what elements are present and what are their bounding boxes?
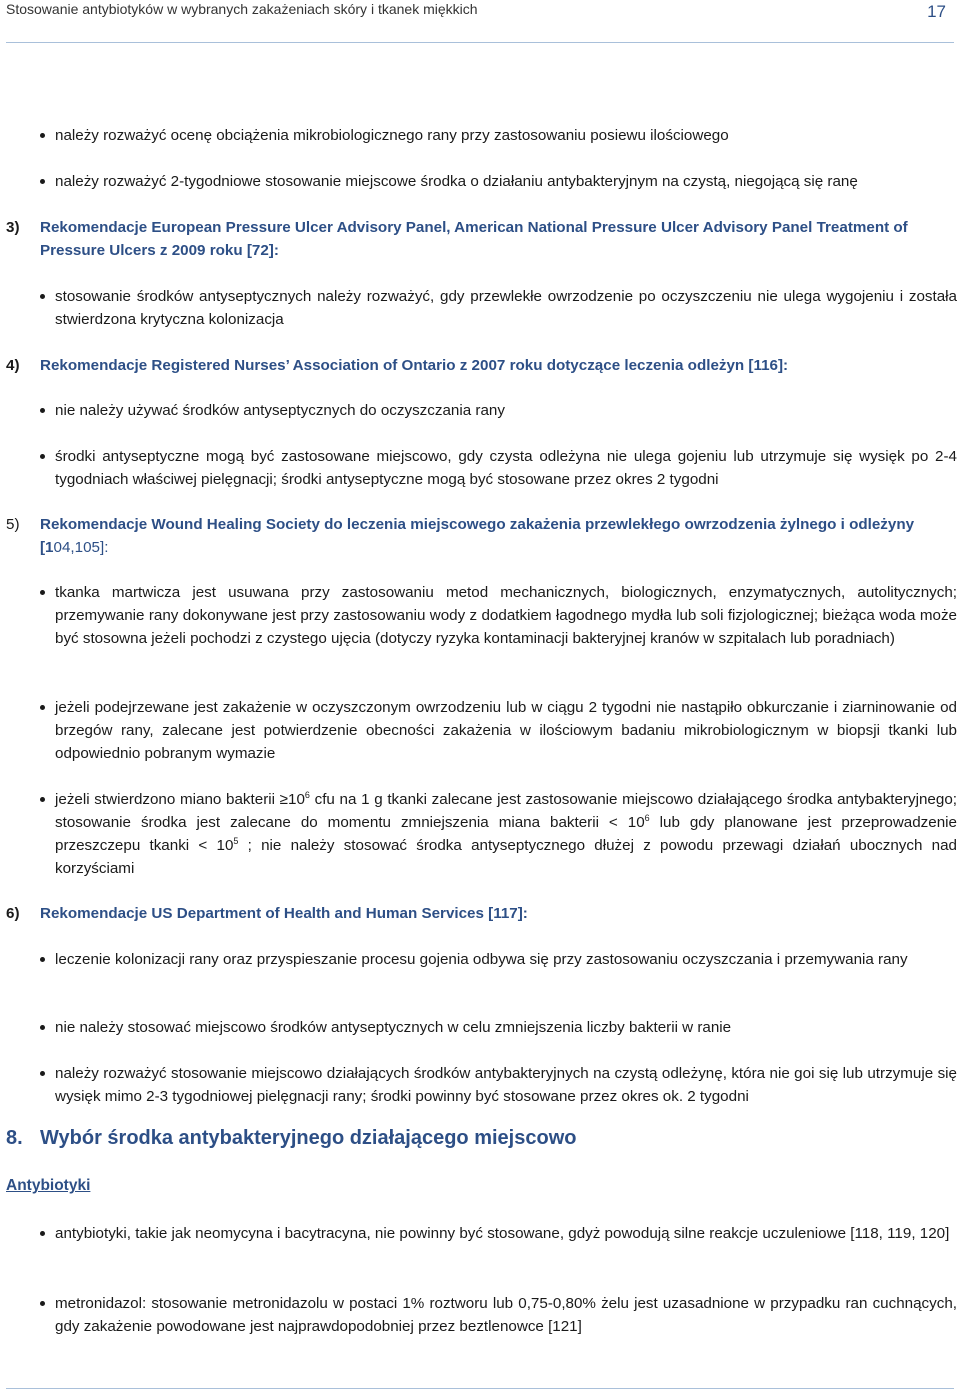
section-number: 4) xyxy=(6,357,20,374)
list-item: leczenie kolonizacji rany oraz przyspieszanie procesu gojenia odbywa się przy zastosowaniu oczyszczania i przemywania rany xyxy=(55,948,957,971)
footer-divider xyxy=(6,1388,954,1389)
running-title: Stosowanie antybiotyków w wybranych zakażeniach skóry i tkanek miękkich xyxy=(6,1,478,17)
reference-normal: 04,105]: xyxy=(53,539,109,556)
list-item: należy rozważyć stosowanie miejscowo działających środków antybakteryjnych na czystą odleżynę, która nie goi się lub utrzymuje się wysięk mimo 2-3 tygodniowej pielęgnacji rany; środki powinny być stosowane przez okres ok. 2 tygodni xyxy=(55,1062,957,1108)
list-item: jeżeli podejrzewane jest zakażenie w oczyszczonym owrzodzeniu lub w ciągu 2 tygodni nie nastąpiło obkurczanie i ziarninowanie od brzegów rany, zalecane jest potwierdzenie obecności zakażenia w ilościowym badaniu mikrobiologicznym w biopsji tkanki lub odpowiednio pobranym wymazie xyxy=(55,696,957,765)
page-number: 17 xyxy=(927,2,946,21)
section-heading-text: Rekomendacje Registered Nurses’ Association of Ontario z 2007 roku dotyczące leczenia odleżyn [116]: xyxy=(40,357,789,374)
subheading-antybiotyki: Antybiotyki xyxy=(6,1177,91,1194)
superscript: 5 xyxy=(233,835,239,846)
section-heading-5 xyxy=(6,513,956,559)
list-item: środki antyseptyczne mogą być zastosowane miejscowo, gdy czysta odleżyna nie ulega gojeniu lub utrzymuje się wysięk po 2-4 tygodniach właściwej pielęgnacji; środki antyseptyczne mogą być stosowane przez okres 2 tygodni xyxy=(55,445,957,491)
list-item: należy rozważyć ocenę obciążenia mikrobiologicznego rany przy zastosowaniu posiewu ilościowego xyxy=(55,124,957,147)
section-heading-text: Rekomendacje US Department of Health and Human Services [117]: xyxy=(40,905,528,922)
section-number: 5) xyxy=(6,516,20,533)
text-fragment: cfu na 1 g tkanki zalecane jest zastosowanie miejscowo działającego środka antybakteryjnego; stosowanie środka jest zalecane do momentu zmniejszenia miana bakterii < 10 xyxy=(55,791,957,831)
section-heading-text: Rekomendacje European Pressure Ulcer Advisory Panel, American National Pressure Ulcer Advisory Panel Treatment of xyxy=(40,219,908,236)
text-fragment: lub gdy planowane jest przeprowadzenie przeszczepu tkanki < 10 xyxy=(55,814,957,854)
list-item: należy rozważyć 2-tygodniowe stosowanie miejscowe środka o działaniu antybakteryjnym na czystą, niegojącą się ranę xyxy=(55,170,957,193)
section-number: 3) xyxy=(6,219,20,236)
list-item: nie należy stosować miejscowo środków antyseptycznych w celu zmniejszenia liczby bakterii w ranie xyxy=(55,1016,957,1039)
list-item: tkanka martwicza jest usuwana przy zastosowaniu metod mechanicznych, biologicznych, enzymatycznych, autolitycznych; przemywanie rany dokonywane jest przy zastosowaniu wody z dodatkiem łagodnego mydła lub soli fizjologicznej; bieżąca woda może być stosowna jeżeli pochodzi z czystego ujęcia (dotyczy ryzyka kontaminacji bakteryjnej kranów w szpitalach lub poradniach) xyxy=(55,581,957,650)
section-number: 6) xyxy=(6,905,20,922)
page-header xyxy=(6,0,954,43)
section-heading-8 xyxy=(6,1127,576,1150)
section-heading-4 xyxy=(6,354,956,377)
section-title: Wybór środka antybakteryjnego działającego miejscowo xyxy=(40,1127,577,1149)
section-heading-text: Rekomendacje Wound Healing Society do leczenia miejscowego zakażenia przewlekłego owrzodzenia żylnego i odleżyny xyxy=(40,516,915,533)
section-heading-6 xyxy=(6,902,956,925)
list-item xyxy=(55,788,957,880)
reference-bold: [1 xyxy=(40,539,54,556)
section-heading-continuation xyxy=(6,536,956,559)
text-fragment: jeżeli stwierdzono miano bakterii ≥10 xyxy=(55,791,305,808)
list-item: stosowanie środków antyseptycznych należy rozważyć, gdy przewlekłe owrzodzenie po oczyszczeniu nie ulega wygojeniu i została stwierdzona krytyczna kolonizacja xyxy=(55,285,957,331)
section-heading-continuation: Pressure Ulcers z 2009 roku [72]: xyxy=(40,242,279,259)
superscript: 6 xyxy=(304,789,310,800)
text-fragment: ; nie należy stosować środka antyseptycznego dłużej z powodu przewagi działań ubocznych nad korzyściami xyxy=(55,837,957,877)
list-item: metronidazol: stosowanie metronidazolu w postaci 1% roztworu lub 0,75-0,80% żelu jest uzasadnione w przypadku ran cuchnących, gdy zakażenie powodowane jest najprawdopodobniej przez beztlenowce [121] xyxy=(55,1292,957,1338)
list-item: nie należy używać środków antyseptycznych do oczyszczania rany xyxy=(55,399,957,422)
section-number: 8. xyxy=(6,1127,23,1149)
list-item: antybiotyki, takie jak neomycyna i bacytracyna, nie powinny być stosowane, gdyż powodują silne reakcje uczuleniowe [118, 119, 120] xyxy=(55,1222,957,1245)
section-heading-3 xyxy=(6,216,956,262)
superscript: 6 xyxy=(644,812,650,823)
